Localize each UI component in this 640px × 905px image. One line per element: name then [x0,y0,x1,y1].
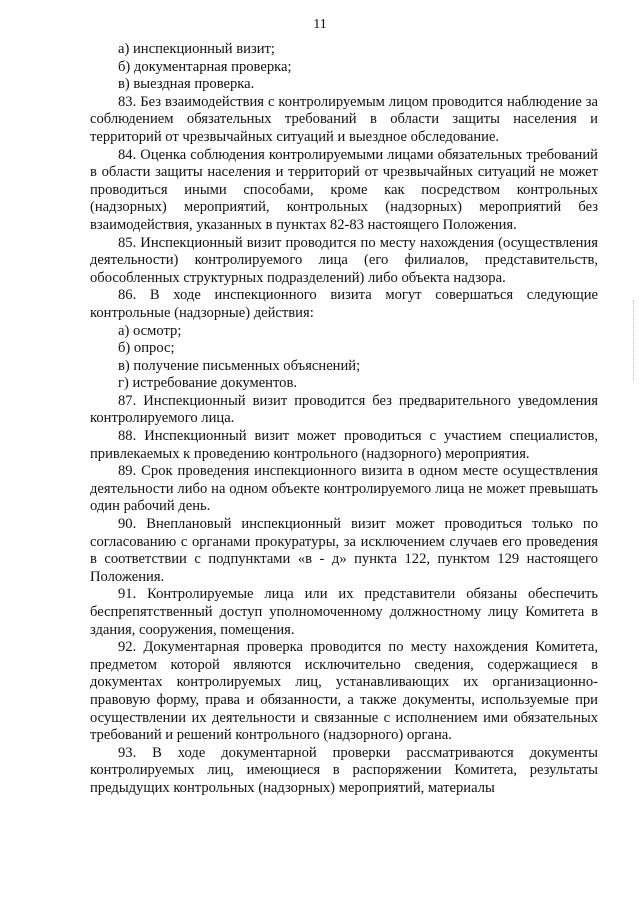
list-item: б) документарная проверка; [118,58,292,75]
paragraph-92: 92. Документарная проверка проводится по месту нахождения Комитета, предметом которой являются исключительно сведения, содержащиеся в документах контролируемых лиц, устанавливающих их организационно-правовую форму, права и обязанности, а также документы, используемые при осуществлении их деятельности и связанные с исполнением ими обязательных требований и решений контрольного (надзорного) органа. [90,639,598,744]
list-item: г) истребование документов. [118,375,298,392]
scan-margin-mark [633,300,640,380]
paragraph-85: 85. Инспекционный визит проводится по месту нахождения (осуществления деятельности) контролируемого лица (его филиалов, представительств, обособленных структурных подразделений) либо объекта надзора. [90,234,598,286]
paragraph-90: 90. Внеплановый инспекционный визит может проводиться только по согласованию с органами прокуратуры, за исключением случаев его проведения в соответствии с подпунктами «в - д» пункта 122, пунктом 129 настоящего Положения. [90,516,598,585]
document-body [90,41,598,798]
paragraph-89: 89. Срок проведения инспекционного визита в одном месте осуществления деятельности либо на одном объекте контролируемого лица не может превышать один рабочий день. [90,463,598,515]
list-item: б) опрос; [118,340,175,357]
paragraph-87: 87. Инспекционный визит проводится без предварительного уведомления контролируемого лица. [90,392,598,427]
paragraph-83: 83. Без взаимодействия с контролируемым лицом проводится наблюдение за соблюдением обязательных требований в области защиты населения и территорий от чрезвычайных ситуаций и выездное обследование. [90,93,598,145]
list-item: а) инспекционный визит; [118,41,275,57]
paragraph-84: 84. Оценка соблюдения контролируемыми лицами обязательных требований в области защиты населения и территорий от чрезвычайных ситуаций не может проводиться иными способами, кроме как посредством контрольных (надзорных) мероприятий, контрольных (надзорных) мероприятий без взаимодействия, указанных в пунктах 82-83 настоящего Положения. [90,146,598,233]
page-number: 11 [313,17,327,32]
list-item: в) получение письменных объяснений; [118,357,361,374]
list-item: в) выездная проверка. [118,76,255,93]
paragraph-91: 91. Контролируемые лица или их представители обязаны обеспечить беспрепятственный доступ уполномоченному должностному лицу Комитета в здания, сооружения, помещения. [90,586,598,638]
paragraph-88: 88. Инспекционный визит может проводиться с участием специалистов, привлекаемых к проведению контрольного (надзорного) мероприятия. [90,428,598,462]
paragraph-93: 93. В ходе документарной проверки рассматриваются документы контролируемых лиц, имеющиеся в распоряжении Комитета, результаты предыдущих контрольных (надзорных) мероприятий, материалы [90,744,598,796]
paragraph-86: 86. В ходе инспекционного визита могут совершаться следующие контрольные (надзорные) действия: [90,287,598,321]
list-item: а) осмотр; [118,322,182,339]
